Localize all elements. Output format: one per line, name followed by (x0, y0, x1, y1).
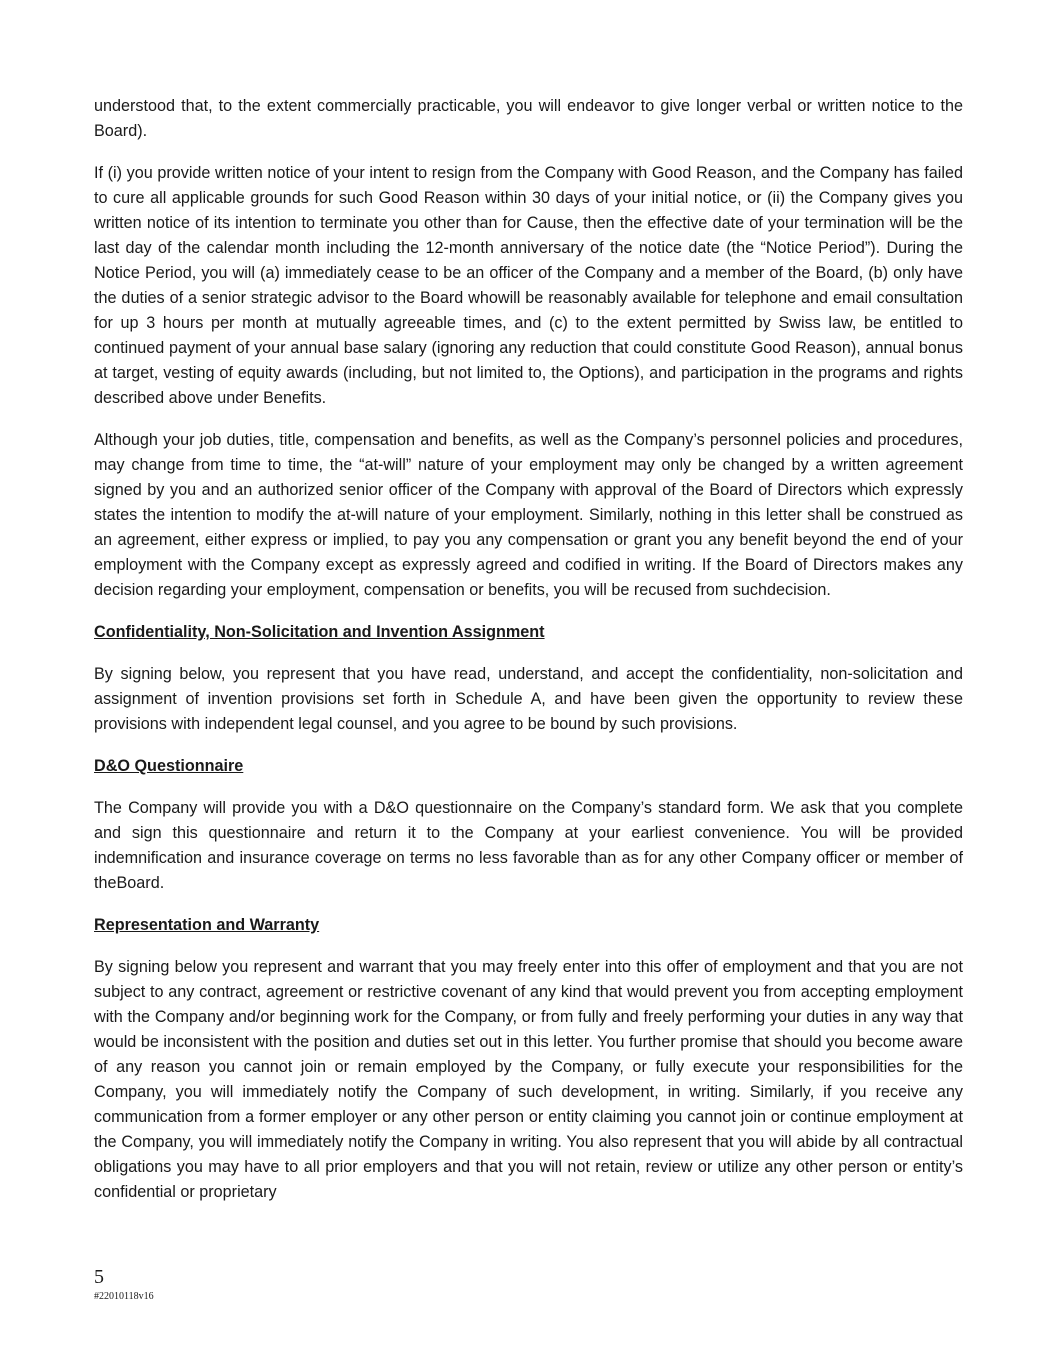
heading-representation-warranty: Representation and Warranty (94, 916, 320, 934)
document-id: #22010118v16 (94, 1291, 154, 1302)
paragraph-notice-continuation: understood that, to the extent commercially practicable, you will endeavor to give longer verbal or written notice to the Board). (94, 97, 963, 140)
heading-confidentiality: Confidentiality, Non-Solicitation and Invention Assignment (94, 623, 545, 641)
paragraph-dno-questionnaire: The Company will provide you with a D&O questionnaire on the Company’s standard form. We ask that you complete and sign this questionnaire and return it to the Company at your earliest convenience. You will be provided indemnification and insurance coverage on terms no less favorable than as for any other Company officer or member of theBoard. (94, 799, 963, 892)
heading-dno-questionnaire: D&O Questionnaire (94, 757, 244, 775)
paragraph-confidentiality: By signing below, you represent that you have read, understand, and accept the confidentiality, non-solicitation and assignment of invention provisions set forth in Schedule A, and have been given the opportunity to review these provisions with independent legal counsel, and you agree to be bound by such provisions. (94, 665, 963, 733)
document-page (94, 94, 963, 1222)
paragraph-at-will: Although your job duties, title, compensation and benefits, as well as the Company’s personnel policies and procedures, may change from time to time, the “at-will” nature of your employment may only be changed by a written agreement signed by you and an authorized senior officer of the Company with approval of the Board of Directors which expressly states the intention to modify the at-will nature of your employment. Similarly, nothing in this letter shall be construed as an agreement, either express or implied, to pay you any compensation or grant you any benefit beyond the end of your employment with the Company except as expressly agreed and codified in writing. If the Board of Directors makes any decision regarding your employment, compensation or benefits, you will be recused from suchdecision. (94, 431, 963, 599)
page-number: 5 (94, 1266, 104, 1288)
paragraph-representation-warranty: By signing below you represent and warrant that you may freely enter into this offer of employment and that you are not subject to any contract, agreement or restrictive covenant of any kind that would prevent you from accepting employment with the Company and/or beginning work for the Company, or from fully and freely performing your duties in any way that would be inconsistent with the position and duties set out in this letter. You further promise that should you become aware of any reason you cannot join or remain employed by the Company, or fully execute your responsibilities for the Company, you will immediately notify the Company of such development, in writing. Similarly, if you receive any communication from a former employer or any other person or entity claiming you cannot join or continue employment at the Company, you will immediately notify the Company in writing. You also represent that you will abide by all contractual obligations you may have to all prior employers and that you will not retain, review or utilize any other person or entity’s confidential or proprietary (94, 958, 963, 1201)
paragraph-notice-period: If (i) you provide written notice of your intent to resign from the Company with Good Reason, and the Company has failed to cure all applicable grounds for such Good Reason within 30 days of your initial notice, or (ii) the Company gives you written notice of its intention to terminate you other than for Cause, then the effective date of your termination will be the last day of the calendar month including the 12-month anniversary of the notice date (the “Notice Period”). During the Notice Period, you will (a) immediately cease to be an officer of the Company and a member of the Board, (b) only have the duties of a senior strategic advisor to the Board whowill be reasonably available for telephone and email consultation for up 3 hours per month at mutually agreeable times, and (c) to the extent permitted by Swiss law, be entitled to continued payment of your annual base salary (ignoring any reduction that could constitute Good Reason), annual bonus at target, vesting of equity awards (including, but not limited to, the Options), and participation in the programs and rights described above under Benefits. (94, 164, 963, 407)
